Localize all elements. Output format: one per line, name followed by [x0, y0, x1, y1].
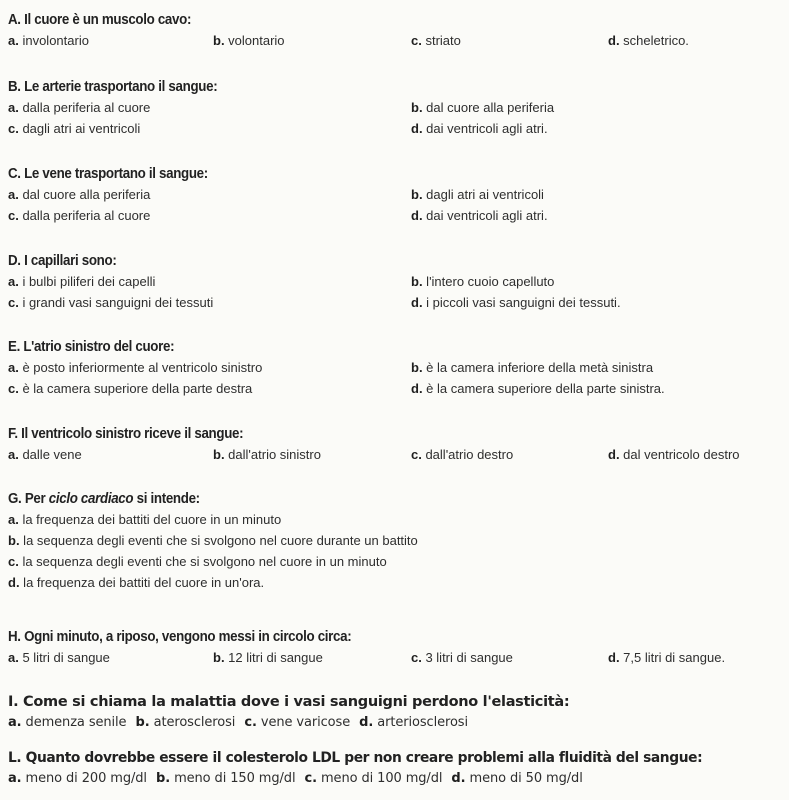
option-a[interactable]: a. 5 litri di sangue [8, 650, 110, 665]
option-b[interactable]: b. aterosclerosi [135, 715, 236, 730]
options-row [8, 647, 783, 668]
option-b[interactable]: b. è la camera inferiore della metà sinistra [411, 360, 654, 375]
option-a[interactable]: a. la frequenza dei battiti del cuore in un minuto [8, 512, 282, 527]
option-d[interactable]: d. scheletrico. [608, 33, 689, 48]
options-row [8, 184, 783, 205]
question-title: E. L'atrio sinistro del cuore: [8, 339, 175, 355]
option-d[interactable]: d. la frequenza dei battiti del cuore in un'ora. [8, 575, 265, 590]
option-a[interactable]: a. dalla periferia al cuore [8, 100, 151, 115]
option-d[interactable]: d. meno di 50 mg/dl [451, 771, 583, 786]
option-c[interactable]: c. dall'atrio destro [411, 447, 514, 462]
question-title: H. Ogni minuto, a riposo, vengono messi in circolo circa: [8, 629, 352, 645]
question-b [8, 77, 783, 139]
options-row [8, 292, 783, 313]
option-c[interactable]: c. vene varicose [244, 715, 351, 730]
option-d[interactable]: d. dal ventricolo destro [608, 447, 740, 462]
option-a[interactable]: a. dalle vene [8, 447, 82, 462]
options-row [8, 97, 783, 118]
option-a[interactable]: a. dal cuore alla periferia [8, 187, 151, 202]
options-row [8, 378, 783, 399]
option-d[interactable]: d. arteriosclerosi [359, 715, 468, 730]
options-row [8, 30, 783, 51]
option-c[interactable]: c. è la camera superiore della parte destra [8, 381, 253, 396]
option-b[interactable]: b. 12 litri di sangue [213, 650, 323, 665]
option-a[interactable]: a. meno di 200 mg/dl [8, 771, 147, 786]
option-c[interactable]: c. dagli atri ai ventricoli [8, 121, 141, 136]
options-row [8, 271, 783, 292]
question-title: D. I capillari sono: [8, 253, 117, 269]
question-a [8, 10, 783, 51]
option-d[interactable]: d. i piccoli vasi sanguigni dei tessuti. [411, 295, 621, 310]
question-title: B. Le arterie trasportano il sangue: [8, 79, 218, 95]
options-row [8, 509, 783, 530]
question-g [8, 489, 783, 593]
options-row [8, 768, 783, 789]
question-f [8, 424, 783, 465]
option-a[interactable]: a. demenza senile [8, 715, 127, 730]
options-row [8, 712, 783, 733]
option-a[interactable]: a. è posto inferiormente al ventricolo sinistro [8, 360, 263, 375]
option-c[interactable]: c. dalla periferia al cuore [8, 208, 151, 223]
option-b[interactable]: b. dall'atrio sinistro [213, 447, 321, 462]
option-c[interactable]: c. i grandi vasi sanguigni dei tessuti [8, 295, 214, 310]
question-title: A. Il cuore è un muscolo cavo: [8, 12, 192, 28]
question-c [8, 164, 783, 226]
option-d[interactable]: d. è la camera superiore della parte sinistra. [411, 381, 665, 396]
question-title: I. Come si chiama la malattia dove i vasi sanguigni perdono l'elasticità: [8, 694, 570, 710]
options-row [8, 444, 783, 465]
option-b[interactable]: b. la sequenza degli eventi che si svolgono nel cuore durante un battito [8, 533, 418, 548]
option-d[interactable]: d. dai ventricoli agli atri. [411, 208, 548, 223]
options-row [8, 357, 783, 378]
option-a[interactable]: a. i bulbi piliferi dei capelli [8, 274, 156, 289]
options-row [8, 118, 783, 139]
option-c[interactable]: c. meno di 100 mg/dl [304, 771, 443, 786]
option-a[interactable]: a. involontario [8, 33, 89, 48]
option-c[interactable]: c. la sequenza degli eventi che si svolgono nel cuore in un minuto [8, 554, 387, 569]
options-row [8, 530, 783, 551]
option-d[interactable]: d. dai ventricoli agli atri. [411, 121, 548, 136]
option-c[interactable]: c. striato [411, 33, 461, 48]
options-row [8, 572, 783, 593]
option-d[interactable]: d. 7,5 litri di sangue. [608, 650, 726, 665]
options-row [8, 205, 783, 226]
question-e [8, 337, 783, 399]
question-h [8, 627, 783, 668]
question-title: F. Il ventricolo sinistro riceve il sangue: [8, 426, 244, 442]
question-d [8, 251, 783, 313]
question-title: G. Per ciclo cardiaco si intende: [8, 491, 200, 507]
question-l [8, 748, 783, 789]
option-b[interactable]: b. volontario [213, 33, 285, 48]
option-c[interactable]: c. 3 litri di sangue [411, 650, 513, 665]
options-row [8, 551, 783, 572]
option-b[interactable]: b. meno di 150 mg/dl [155, 771, 296, 786]
option-b[interactable]: b. l'intero cuoio capelluto [411, 274, 555, 289]
question-title: L. Quanto dovrebbe essere il colesterolo LDL per non creare problemi alla fluidità del sangue: [8, 750, 703, 766]
option-b[interactable]: b. dal cuore alla periferia [411, 100, 555, 115]
option-b[interactable]: b. dagli atri ai ventricoli [411, 187, 544, 202]
question-i [8, 692, 783, 733]
question-title: C. Le vene trasportano il sangue: [8, 166, 208, 182]
